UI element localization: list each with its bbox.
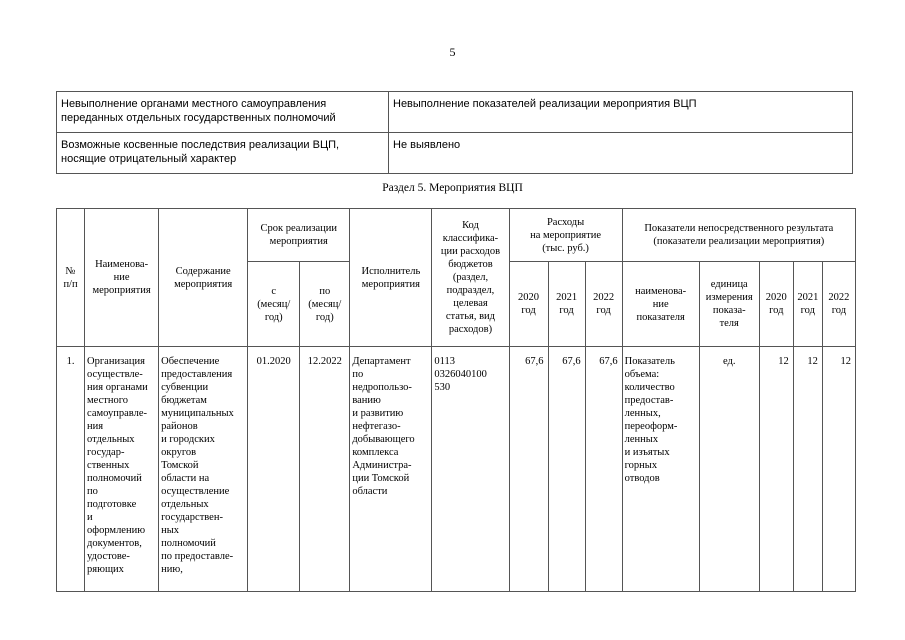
col-header-ind-unit: единица измерения показа- теля: [699, 262, 759, 347]
col-header-indicators: Показатели непосредственного результата (показатели реализации мероприятия): [622, 209, 855, 262]
col-header-ind-name: наименова- ние показателя: [622, 262, 699, 347]
risks-row: [57, 133, 853, 174]
cell-from: 01.2020: [248, 347, 300, 592]
page-number: 5: [449, 45, 456, 59]
risk-label: Невыполнение органами местного самоуправления переданных отдельных государственных полномочий: [57, 92, 389, 133]
col-header-term-from: с (месяц/ год): [248, 262, 300, 347]
col-header-exp-2022: 2022 год: [585, 262, 622, 347]
cell-ind-unit: ед.: [699, 347, 759, 592]
section-title: Раздел 5. Мероприятия ВЦП: [382, 182, 523, 194]
cell-to: 12.2022: [300, 347, 350, 592]
col-header-executor: Исполнитель мероприятия: [350, 209, 432, 347]
cell-exp-2020: 67,6: [509, 347, 548, 592]
cell-ind-2022: 12: [822, 347, 855, 592]
col-header-ind-2021: 2021 год: [793, 262, 822, 347]
col-header-code: Код классифика- ции расходов бюджетов (раздел, подраздел, целевая статья, вид расходов): [432, 209, 509, 347]
cell-exp-2022: 67,6: [585, 347, 622, 592]
col-header-ind-2020: 2020 год: [759, 262, 793, 347]
cell-ind-2021: 12: [793, 347, 822, 592]
cell-executor: Департамент по недропользо- ванию и развитию нефтегазо- добывающего комплекса Администра- ции Томской области: [350, 347, 432, 592]
risk-value: Невыполнение показателей реализации мероприятия ВЦП: [389, 92, 853, 133]
cell-num: 1.: [57, 347, 85, 592]
col-header-num: № п/п: [57, 209, 85, 347]
cell-exp-2021: 67,6: [548, 347, 585, 592]
cell-ind-2020: 12: [759, 347, 793, 592]
col-header-name: Наименова- ние мероприятия: [85, 209, 159, 347]
col-header-term: Срок реализации мероприятия: [248, 209, 350, 262]
table-row: [57, 347, 856, 592]
cell-code: 0113 0326040100 530: [432, 347, 509, 592]
cell-name: Организация осуществле- ния органами местного самоуправле- ния отдельных государ- ственных полномочий по подготовке и оформлению документов, удостове- ряющих: [85, 347, 159, 592]
risk-value: Не выявлено: [389, 133, 853, 174]
col-header-ind-2022: 2022 год: [822, 262, 855, 347]
cell-content: Обеспечение предоставления субвенции бюджетам муниципальных районов и городских округов Томской области на осуществление отдельных государствен- ных полномочий по предоставле- нию,: [159, 347, 248, 592]
risk-label: Возможные косвенные последствия реализации ВЦП, носящие отрицательный характер: [57, 133, 389, 174]
header-row: [57, 209, 856, 262]
col-header-term-to: по (месяц/ год): [300, 262, 350, 347]
activities-table: [56, 208, 856, 592]
risks-table: [56, 91, 853, 174]
cell-ind-name: Показатель объема: количество предостав- ленных, переоформ- ленных и изъятых горных отводов: [622, 347, 699, 592]
col-header-exp-2021: 2021 год: [548, 262, 585, 347]
risks-row: [57, 92, 853, 133]
col-header-exp-2020: 2020 год: [509, 262, 548, 347]
col-header-content: Содержание мероприятия: [159, 209, 248, 347]
col-header-expenses: Расходы на мероприятие (тыс. руб.): [509, 209, 622, 262]
